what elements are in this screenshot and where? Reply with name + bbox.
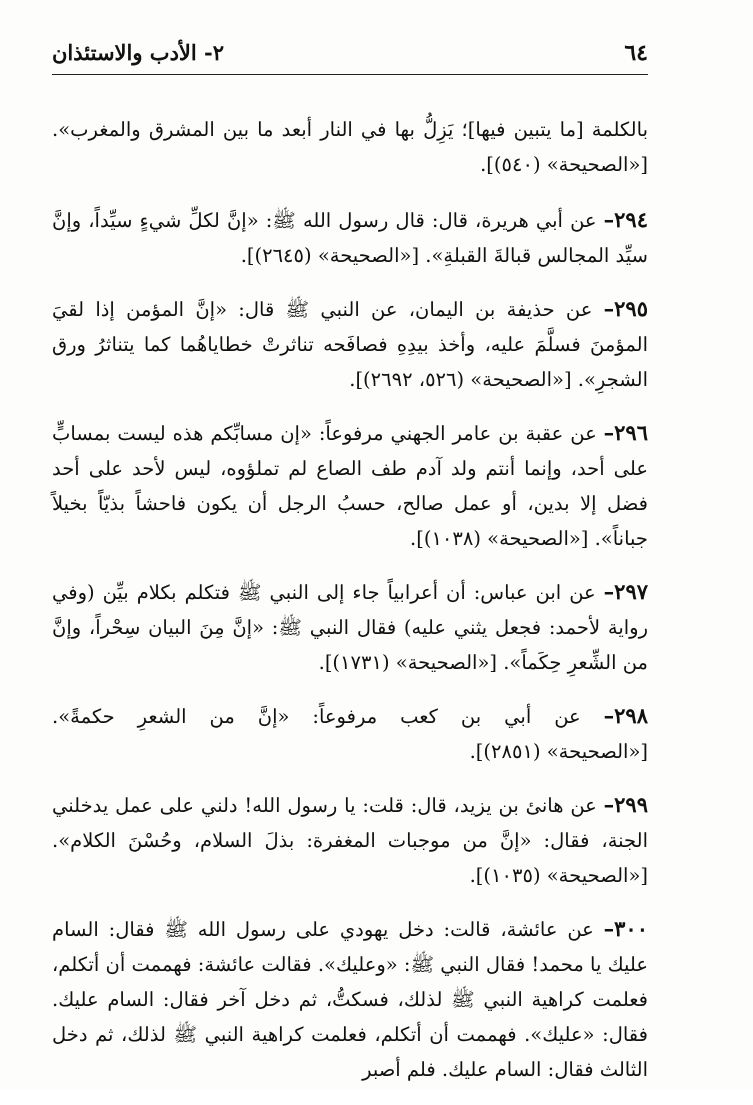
hadith-paragraph-300 — [52, 911, 648, 1087]
hadith-text: عن عقبة بن عامر الجهني مرفوعاً: «إن مسابِّكم هذه ليست بمسابٍّ على أحد، وإنما أنتم ولد آدم طف الصاع لم تملؤوه، ليس لأحد على أحد فضل إلا بدين، أو عمل صالح، حسبُ الرجل أن يكون فاحشاً بذيّاً بخيلاً جباناً». — [52, 422, 648, 550]
hadith-text: عن أبي هريرة، قال: قال رسول الله ﷺ: «إنَّ لكلِّ شيءٍ سيِّداً، وإنَّ سيِّد المجالس قبالةَ القبلةِ». — [52, 209, 648, 267]
hadith-number: ٢٩٥– — [603, 296, 648, 321]
page-header — [52, 38, 648, 75]
hadith-text: عن أبي بن كعب مرفوعاً: «إنَّ من الشعرِ حكمةً». — [52, 705, 581, 728]
hadith-source: [«الصحيحة» (١٧٣١)]. — [318, 651, 498, 674]
hadith-text: عن عائشة، قالت: دخل يهودي على رسول الله ﷺ فقال: السام عليك يا محمد! فقال النبي ﷺ: «وعليك». فقالت عائشة: فهممت أن أتكلم، فعلمت كراهية النبي ﷺ لذلك، فسكتُّ، ثم دخل آخر فقال: السام عليك. فقال: «عليك». فهممت أن أتكلم، فعلمت كراهية النبي ﷺ لذلك، ثم دخل الثالث فقال: السام عليك. فلم أصبر — [52, 918, 648, 1081]
hadith-paragraph-299 — [52, 787, 648, 893]
hadith-number: ٢٩٦– — [603, 420, 648, 445]
hadith-source: [«الصحيحة» (٥٤٠)]. — [480, 153, 648, 176]
hadith-number: ٢٩٧– — [603, 579, 649, 604]
hadith-number: ٢٩٨– — [603, 703, 648, 728]
hadith-text: عن ابن عباس: أن أعرابياً جاء إلى النبي ﷺ فتكلم بكلام بيِّن (وفي رواية لأحمد: فجعل يثني عليه) فقال النبي ﷺ: «إنَّ مِنَ البيان سِحْراً، وإنَّ من الشِّعرِ حِكَماً». — [52, 581, 648, 674]
hadith-number: ٢٩٩– — [603, 792, 648, 817]
hadith-text: عن حذيفة بن اليمان، عن النبي ﷺ قال: «إنَّ المؤمن إذا لقيَ المؤمنَ فسلَّمَ عليه، وأخذ بيدِهِ فصافَحه تناثرتْ خطاياهُما كما يتناثرُ ورق الشجرِ». — [52, 298, 648, 391]
hadith-source: [«الصحيحة» (٢٦٤٥)]. — [240, 244, 420, 267]
hadith-text: بالكلمة [ما يتبين فيها]؛ يَزِلُّ بها في النار أبعد ما بين المشرق والمغرب». — [52, 118, 648, 141]
hadith-source: [«الصحيحة» (١٠٣٥)]. — [469, 864, 648, 887]
page-body — [52, 112, 648, 1105]
hadith-paragraph-297 — [52, 574, 648, 680]
hadith-source: [«الصحيحة» (٢٨٥١)]. — [469, 740, 648, 763]
hadith-text: عن هانئ بن يزيد، قال: قلت: يا رسول الله! دلني على عمل يدخلني الجنة، فقال: «إنَّ من موجبات المغفرة: بذلَ السلام، وحُسْنَ الكلام». — [52, 794, 648, 852]
hadith-paragraph-296 — [52, 415, 648, 556]
hadith-source: [«الصحيحة» (١٠٣٨)]. — [410, 527, 589, 550]
hadith-paragraph-295 — [52, 291, 648, 397]
hadith-paragraph-294 — [52, 202, 648, 273]
page-number: ٦٤ — [624, 40, 648, 66]
hadith-paragraph-continuation — [52, 112, 648, 182]
hadith-number: ٣٠٠– — [603, 916, 648, 941]
hadith-number: ٢٩٤– — [603, 207, 648, 232]
hadith-source: [«الصحيحة» (٥٢٦، ٢٦٩٢)]. — [349, 368, 572, 391]
running-title: ٢- الأدب والاستئذان — [52, 40, 225, 65]
hadith-paragraph-298 — [52, 698, 648, 769]
